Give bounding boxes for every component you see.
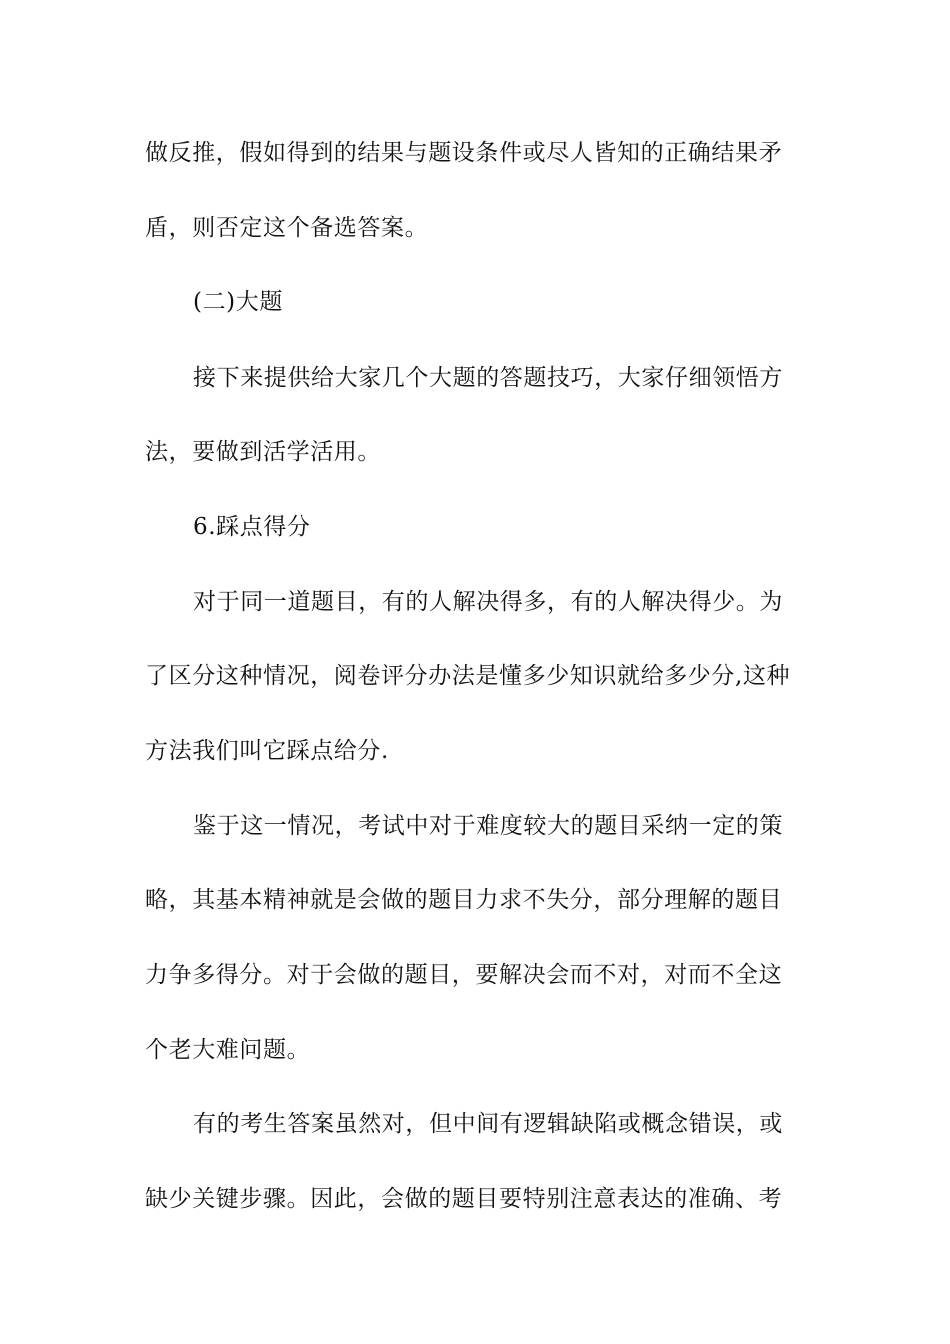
text-line-14: 有的考生答案虽然对，但中间有逻辑缺陷或概念错误，或	[193, 1111, 783, 1137]
text-line-10: 鉴于这一情况，考试中对于难度较大的题目采纳一定的策	[193, 813, 783, 839]
text-line-7: 对于同一道题目，有的人解决得多，有的人解决得少。为	[193, 589, 783, 615]
section-heading-major-questions: (二)大题	[193, 289, 283, 315]
text-line-5: 法，要做到活学活用。	[145, 439, 381, 465]
subsection-heading-scoring-points: 6.踩点得分	[193, 514, 311, 540]
text-line-2: 盾，则否定这个备选答案。	[145, 215, 429, 241]
text-line-11: 略，其基本精神就是会做的题目力求不失分，部分理解的题目	[145, 887, 783, 913]
text-line-1: 做反推，假如得到的结果与题设条件或尽人皆知的正确结果矛	[145, 140, 783, 166]
text-line-9: 方法我们叫它踩点给分.	[145, 738, 389, 764]
text-line-13: 个老大难问题。	[145, 1037, 311, 1063]
text-line-4: 接下来提供给大家几个大题的答题技巧，大家仔细领悟方	[193, 365, 783, 391]
text-line-12: 力争多得分。对于会做的题目，要解决会而不对，对而不全这	[145, 962, 783, 988]
text-line-8: 了区分这种情况，阅卷评分办法是懂多少知识就给多少分,这种	[145, 663, 791, 689]
text-line-15: 缺少关键步骤。因此，会做的题目要特别注意表达的准确、考	[145, 1186, 783, 1212]
